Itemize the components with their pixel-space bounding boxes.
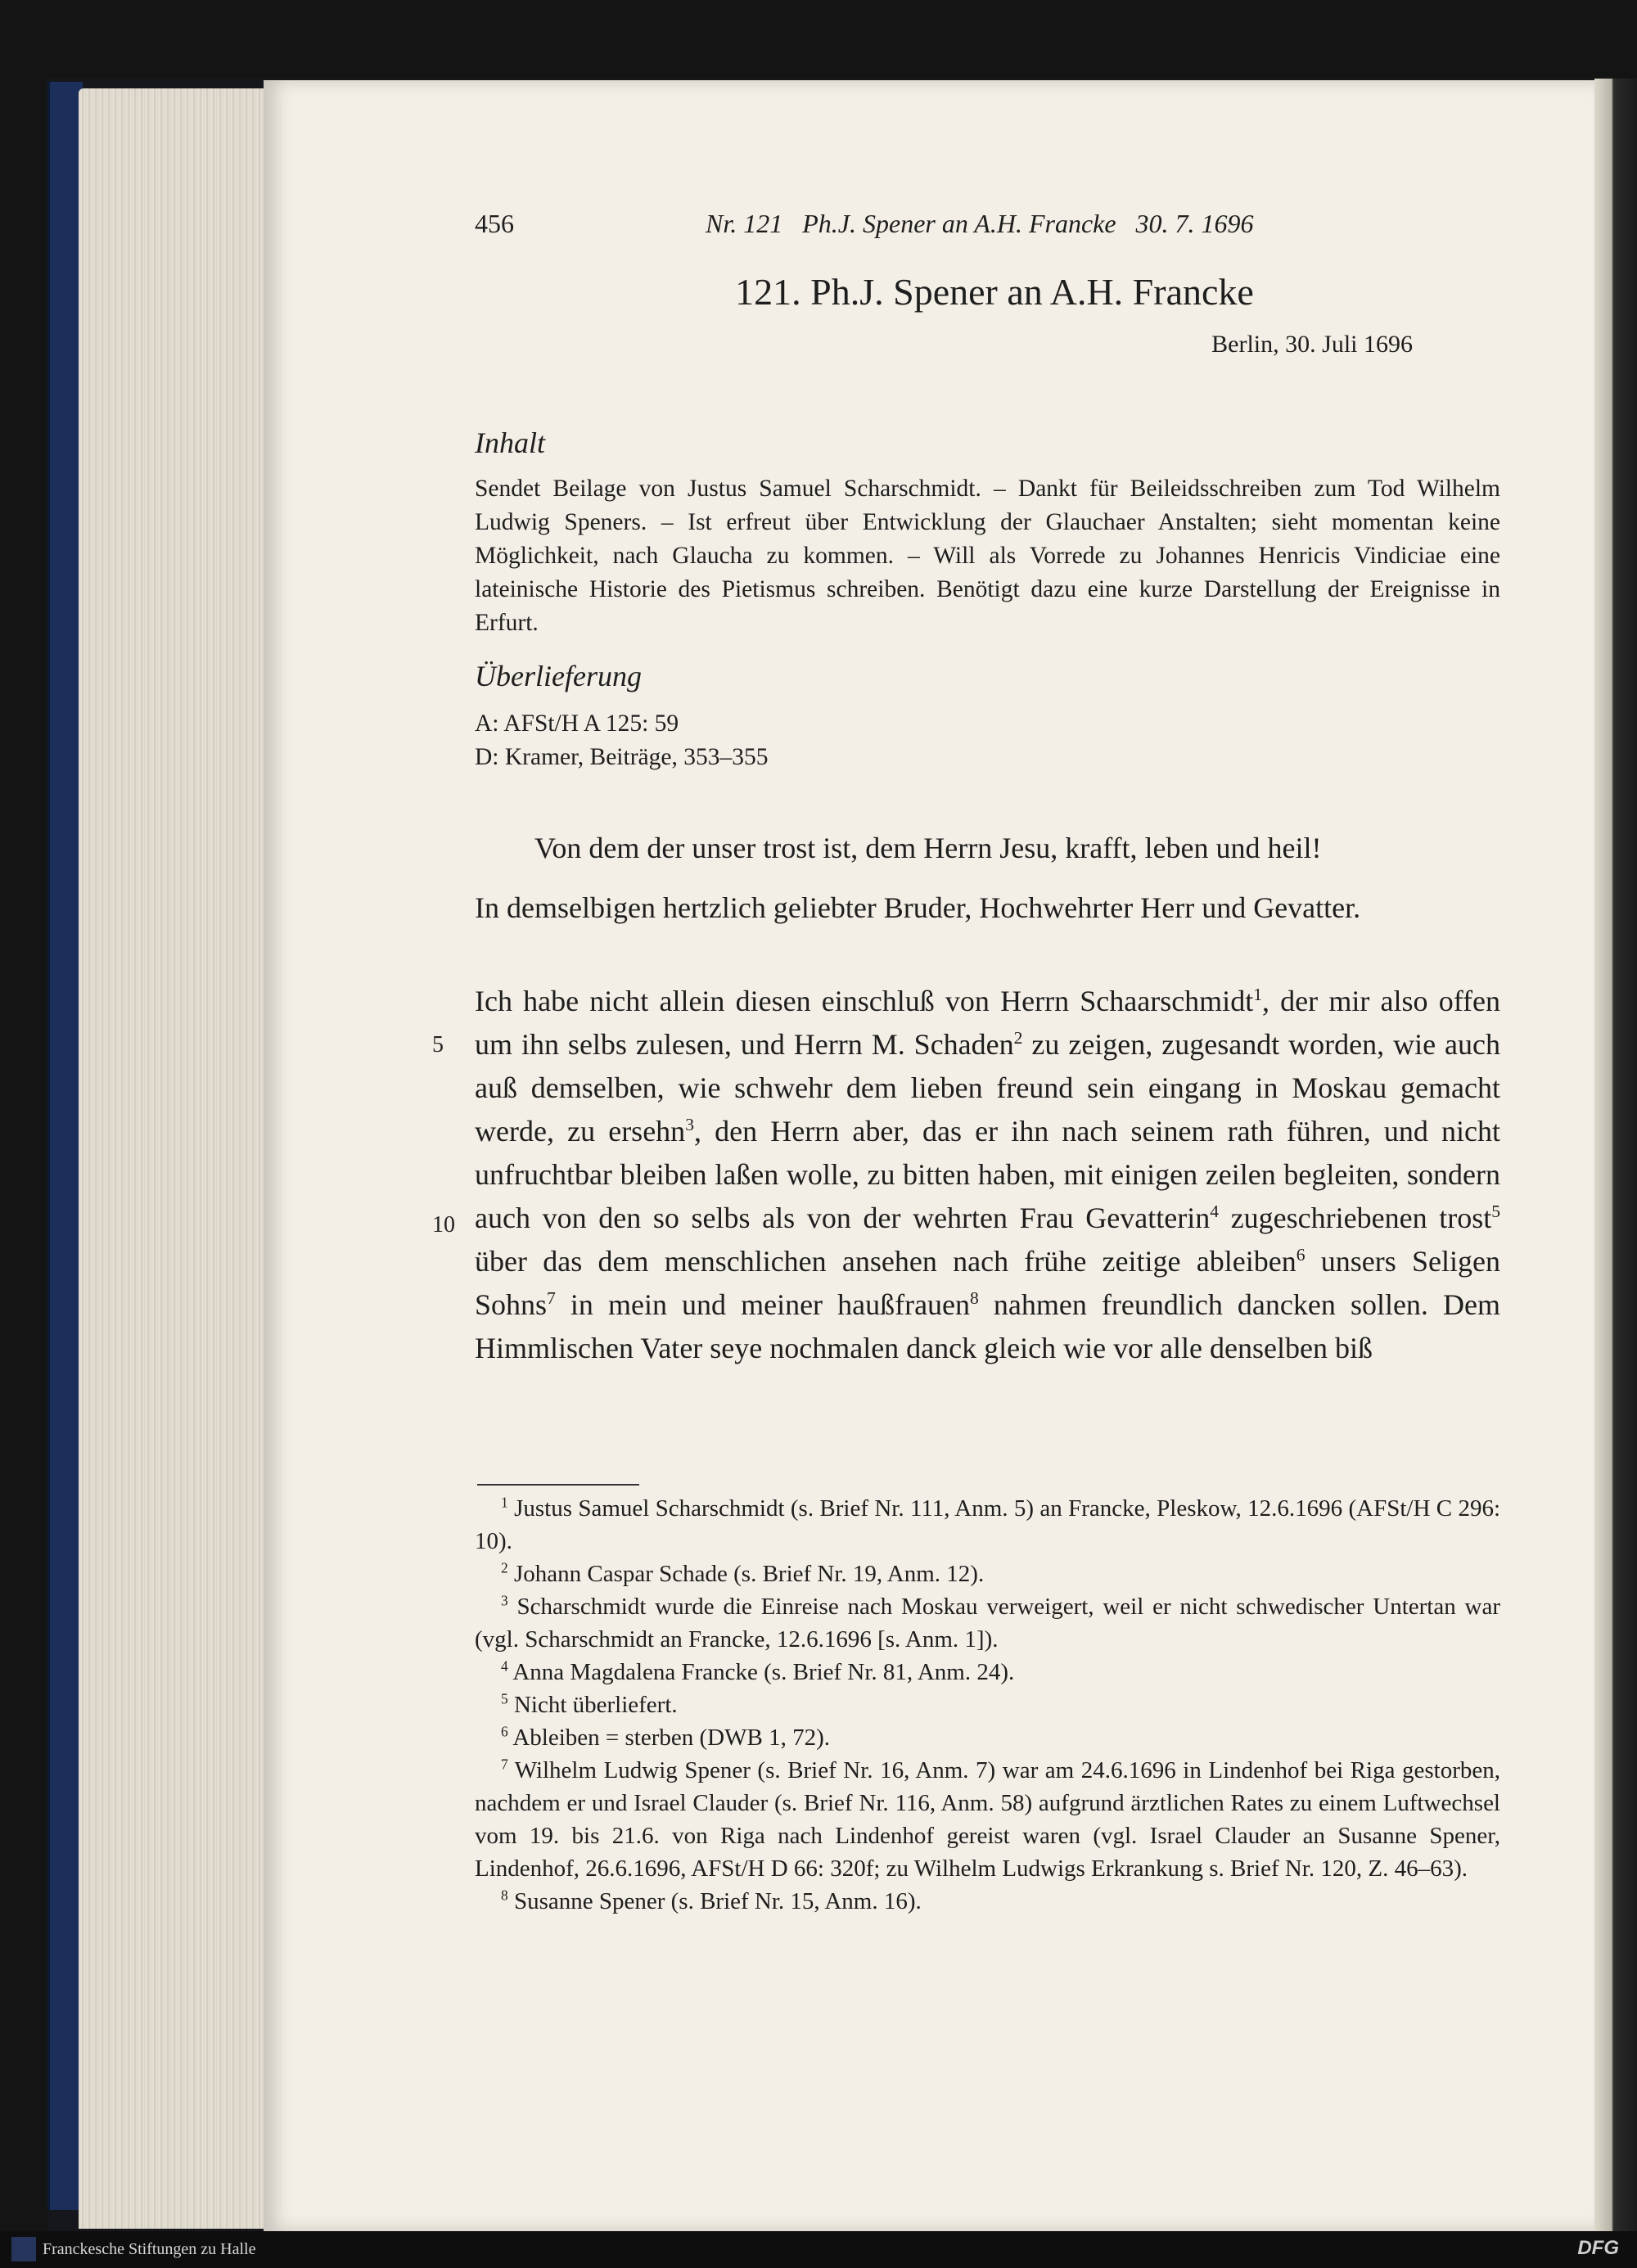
footnote: $^3$ Scharschmidt wurde die Einreise nach Moskau verweigert, weil er nicht schwedischer Untertan war (vgl. Scharschmidt an Francke, 12.6.1696 [s. Anm. 1]). xyxy=(475,1592,1500,1653)
page-number: 456 xyxy=(475,209,514,238)
inhalt-heading: Inhalt xyxy=(475,426,545,459)
footnote: $^4$ Anna Magdalena Francke (s. Brief Nr. 81, Anm. 24). xyxy=(501,1657,1015,1685)
footer-institution: Franckesche Stiftungen zu Halle xyxy=(43,2240,256,2258)
footnotes xyxy=(475,1492,1500,1918)
footnote-ref: 2 xyxy=(1013,1028,1023,1048)
line-number-5: 5 xyxy=(432,1032,444,1057)
inhalt-text: Sendet Beilage von Justus Samuel Scharschmidt. – Dankt für Beileidsschreiben zum Tod Wilhelm Ludwig Speners. – Ist erfreut über Entwicklung der Glauchaer Anstalten; sieht momentan keine Möglichkeit, nach Glaucha zu kommen. – Will als Vorrede zu Johannes Henricis Vindiciae eine lateinische Historie des Pietismus schreiben. Benötigt dazu eine kurze Darstellung der Ereignisse in Erfurt. xyxy=(475,476,1500,636)
letter-paragraph: Ich habe nicht allein diesen einschluß von Herrn Schaarschmidt$^1$, der mir also offen um ihn selbs zulesen, und Herrn M. Schaden$^2$ zu zeigen, zugesandt worden, wie auch auß demselben, wie schwehr dem lieben freund sein eingang in Moskau gemacht werde, zu ersehn$^3$, den Herrn aber, das er ihn nach seinem rath führen, und nicht unfruchtbar bleiben laßen wolle, zu bitten haben, mit einigen zeilen begleiten, sondern auch von den so selbs als von der wehrten Frau Gevatterin$^4$ zugeschriebenen trost$^5$ über das dem menschlichen ansehen nach frühe zeitige ableiben$^6$ unsers Seligen Sohns$^7$ in mein und meiner haußfrauen$^8$ nahmen freundlich dancken sollen. Dem Himmlischen Vater seye nochmalen danck gleich wie vor alle denselben biß xyxy=(475,985,1501,1364)
footnote-ref: 5 xyxy=(1491,1202,1501,1221)
right-page-edge xyxy=(1594,79,1637,2231)
institution-logo-icon xyxy=(11,2237,36,2261)
footnote: $^1$ Justus Samuel Scharschmidt (s. Brief Nr. 111, Anm. 5) an Francke, Pleskow, 12.6.1696 (AFSt/H C 296: 10). xyxy=(475,1494,1501,1554)
footnote: $^8$ Susanne Spener (s. Brief Nr. 15, Anm. 16). xyxy=(501,1887,922,1914)
book-cover-edge xyxy=(47,82,83,2210)
footnote: $^7$ Wilhelm Ludwig Spener (s. Brief Nr. 16, Anm. 7) war am 24.6.1696 in Lindenhof bei Riga gestorben, nachdem er und Israel Clauder (s. Brief Nr. 116, Anm. 58) aufgrund ärztlichen Rates zu einem Luftwechsel vom 19. bis 21.6. von Riga nach Lindenhof gereist waren (vgl. Israel Clauder an Susanne Spener, Lindenhof, 26.6.1696, AFSt/H D 66: 320f; zu Wilhelm Ludwigs Erkrankung s. Brief Nr. 120, Z. 46–63). xyxy=(475,1756,1501,1882)
footnote-ref: 4 xyxy=(1210,1202,1220,1221)
ueberlieferung-a: A: AFSt/H A 125: 59 xyxy=(475,710,679,737)
line-number-10: 10 xyxy=(432,1212,455,1238)
footnote-rule xyxy=(477,1484,639,1486)
running-title: Nr. 121 Ph.J. Spener an A.H. Francke 30. 7. 1696 xyxy=(706,209,1254,238)
dfg-logo: DFG xyxy=(1577,2237,1619,2259)
letter-address: In demselbigen hertzlich geliebter Bruder, Hochwehrter Herr und Gevatter. xyxy=(475,891,1361,924)
footnote: $^2$ Johann Caspar Schade (s. Brief Nr. 19, Anm. 12). xyxy=(501,1559,985,1587)
page-stack-edge xyxy=(79,88,268,2229)
footnote-ref: 8 xyxy=(970,1288,979,1308)
footnote-ref: 7 xyxy=(547,1288,556,1308)
letter-heading: 121. Ph.J. Spener an A.H. Francke xyxy=(735,271,1254,313)
footnote-ref: 6 xyxy=(1296,1245,1306,1265)
place-date: Berlin, 30. Juli 1696 xyxy=(1211,331,1413,358)
ueberlieferung-list xyxy=(475,707,768,774)
footnote: $^5$ Nicht überliefert. xyxy=(501,1690,678,1718)
footnote: $^6$ Ableiben = sterben (DWB 1, 72). xyxy=(501,1723,830,1751)
salutation: Von dem der unser trost ist, dem Herrn Jesu, krafft, leben und heil! xyxy=(534,832,1322,864)
ueberlieferung-d: D: Kramer, Beiträge, 353–355 xyxy=(475,744,769,770)
ueberlieferung-heading: Überlieferung xyxy=(475,660,642,692)
footnote-ref: 1 xyxy=(1253,985,1262,1004)
footnote-ref: 3 xyxy=(685,1115,694,1134)
